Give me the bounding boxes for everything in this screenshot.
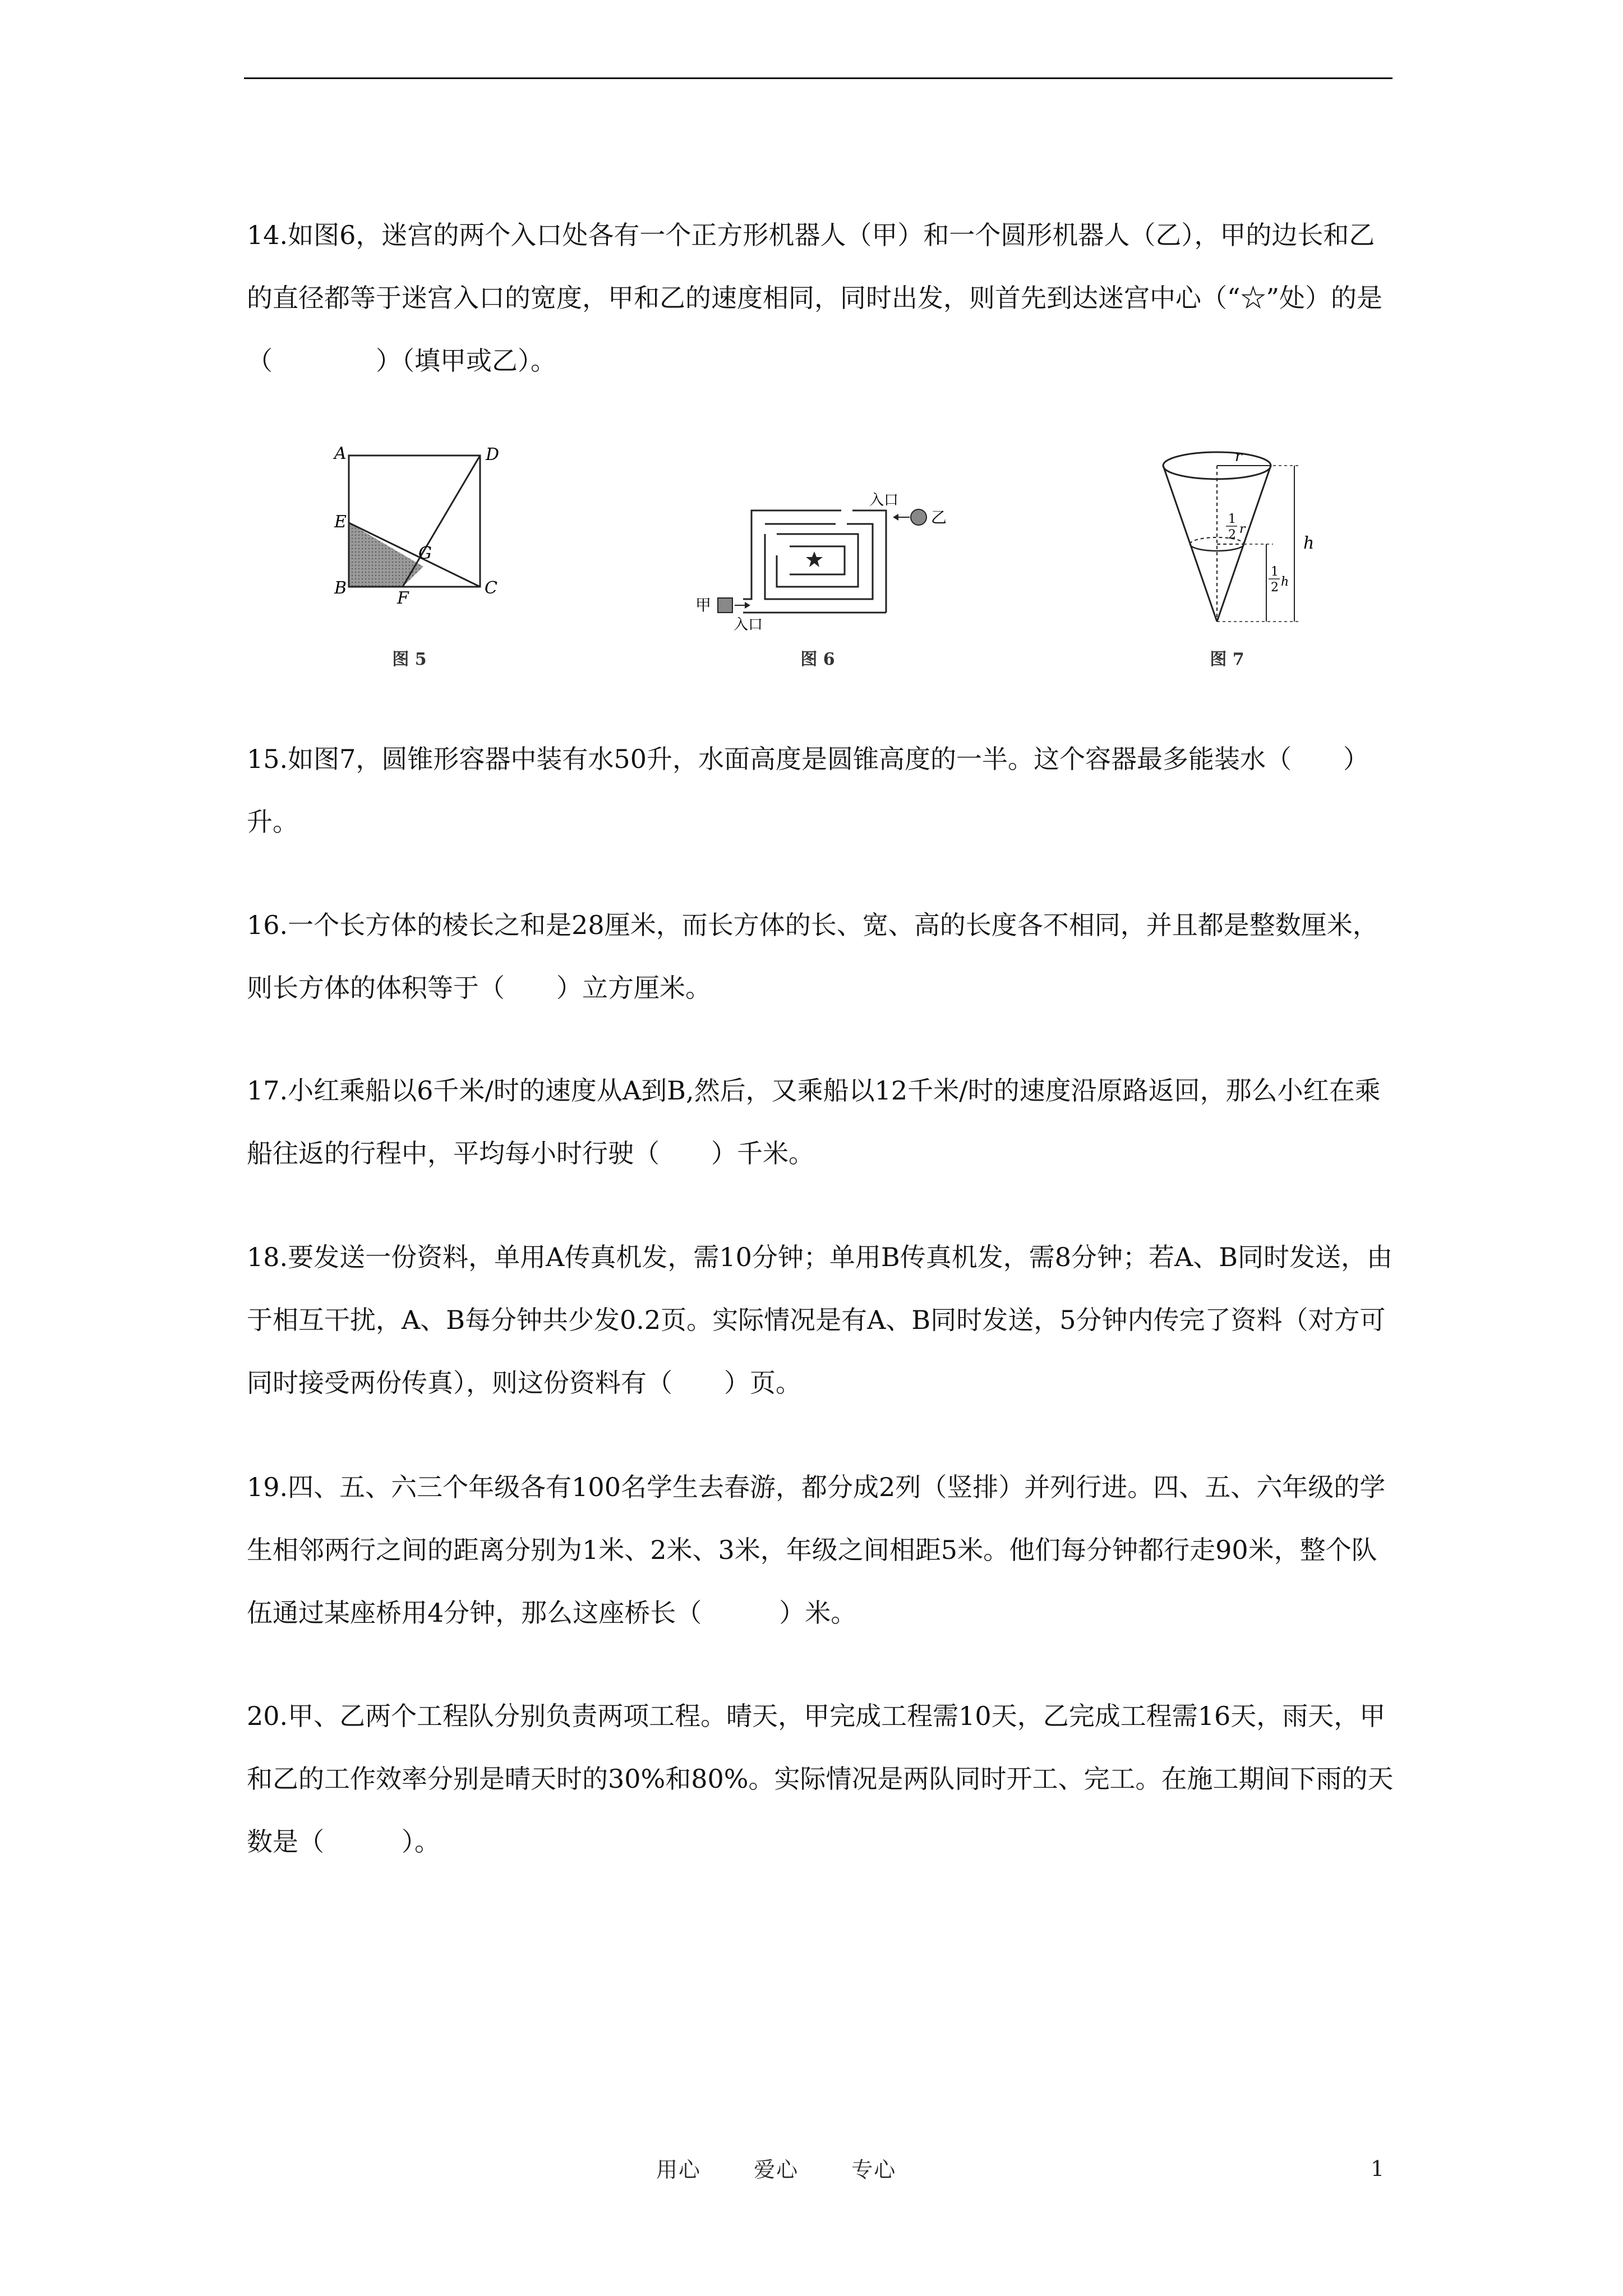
header-rule	[244, 77, 1393, 79]
problem-15: 15.如图7，圆锥形容器中装有水50升，水面高度是圆锥高度的一半。这个容器最多能装水（ ）升。	[247, 744, 1369, 837]
label-g: G	[418, 544, 432, 563]
page-number: 1	[1371, 2156, 1385, 2181]
problem-16: 16.一个长方体的棱长之和是28厘米，而长方体的长、宽、高的长度各不相同，并且都是整数厘米，则长方体的体积等于（ ）立方厘米。	[247, 910, 1378, 1003]
label-d: D	[486, 445, 500, 464]
figure-5	[331, 443, 522, 608]
label-f: F	[397, 588, 409, 608]
figure-7-caption: 图 7	[1210, 650, 1244, 669]
shaded-region	[349, 523, 423, 587]
entrance-bottom-label: 入口	[734, 616, 763, 633]
half-r-var: r	[1239, 522, 1246, 536]
half-r-denominator: 2	[1228, 528, 1236, 542]
half-r-numerator: 1	[1228, 512, 1236, 526]
label-b: B	[334, 578, 347, 598]
problem-18: 18.要发送一份资料，单用A传真机发，需10分钟；单用B传真机发，需8分钟；若A、B同时发送，由于相互干扰，A、B每分钟共少发0.2页。实际情况是有A、B同时发送，5分钟内传完了资料（对方可同时接受两份传真），则这份资料有（ ）页。	[247, 1242, 1393, 1398]
half-h-numerator: 1	[1271, 565, 1279, 579]
problem-19: 19.四、五、六三个年级各有100名学生去春游，都分成2列（竖排）并列行进。四、五、六年级的学生相邻两行之间的距离分别为1米、2米、3米，年级之间相距5米。他们每分钟都行走90米，整个队伍通过某座桥用4分钟，那么这座桥长（ ）米。	[247, 1472, 1386, 1628]
motto-3: 专心	[851, 2157, 897, 2182]
label-c: C	[485, 578, 497, 598]
problem-20: 20.甲、乙两个工程队分别负责两项工程。晴天，甲完成工程需10天，乙完成工程需16天，雨天，甲和乙的工作效率分别是晴天时的30%和80%。实际情况是两队同时开工、完工。在施工期间下雨的天数是（ ）。	[247, 1701, 1394, 1857]
problem-14: 14.如图6，迷宫的两个入口处各有一个正方形机器人（甲）和一个圆形机器人（乙），甲的边长和乙的直径都等于迷宫入口的宽度，甲和乙的速度相同，同时出发，则首先到达迷宫中心（“☆”处）的是（ ）（填甲或乙）。	[247, 220, 1383, 376]
figure-6-caption: 图 6	[800, 650, 835, 669]
half-h-var: h	[1281, 575, 1289, 589]
figure-6	[690, 488, 948, 636]
motto-2: 爱心	[754, 2157, 799, 2182]
robot-yi-icon	[911, 509, 926, 525]
label-r: r	[1235, 448, 1242, 465]
robot-jia-icon	[718, 598, 732, 613]
robot-jia-label: 甲	[695, 596, 712, 614]
half-h-denominator: 2	[1271, 581, 1279, 595]
entrance-top-label: 入口	[869, 492, 899, 509]
robot-yi-label: 乙	[931, 508, 947, 527]
star-icon	[806, 551, 823, 567]
figure-7	[1144, 443, 1329, 631]
problem-17: 17.小红乘船以6千米/时的速度从A到B,然后，又乘船以12千米/时的速度沿原路返回，那么小红在乘船往返的行程中，平均每小时行驶（ ）千米。	[247, 1075, 1381, 1168]
figure-5-caption: 图 5	[392, 650, 427, 669]
motto-1: 用心	[656, 2157, 702, 2182]
label-e: E	[334, 512, 347, 532]
footer-motto	[656, 2152, 941, 2183]
label-a: A	[334, 444, 347, 463]
label-h: h	[1303, 533, 1315, 553]
